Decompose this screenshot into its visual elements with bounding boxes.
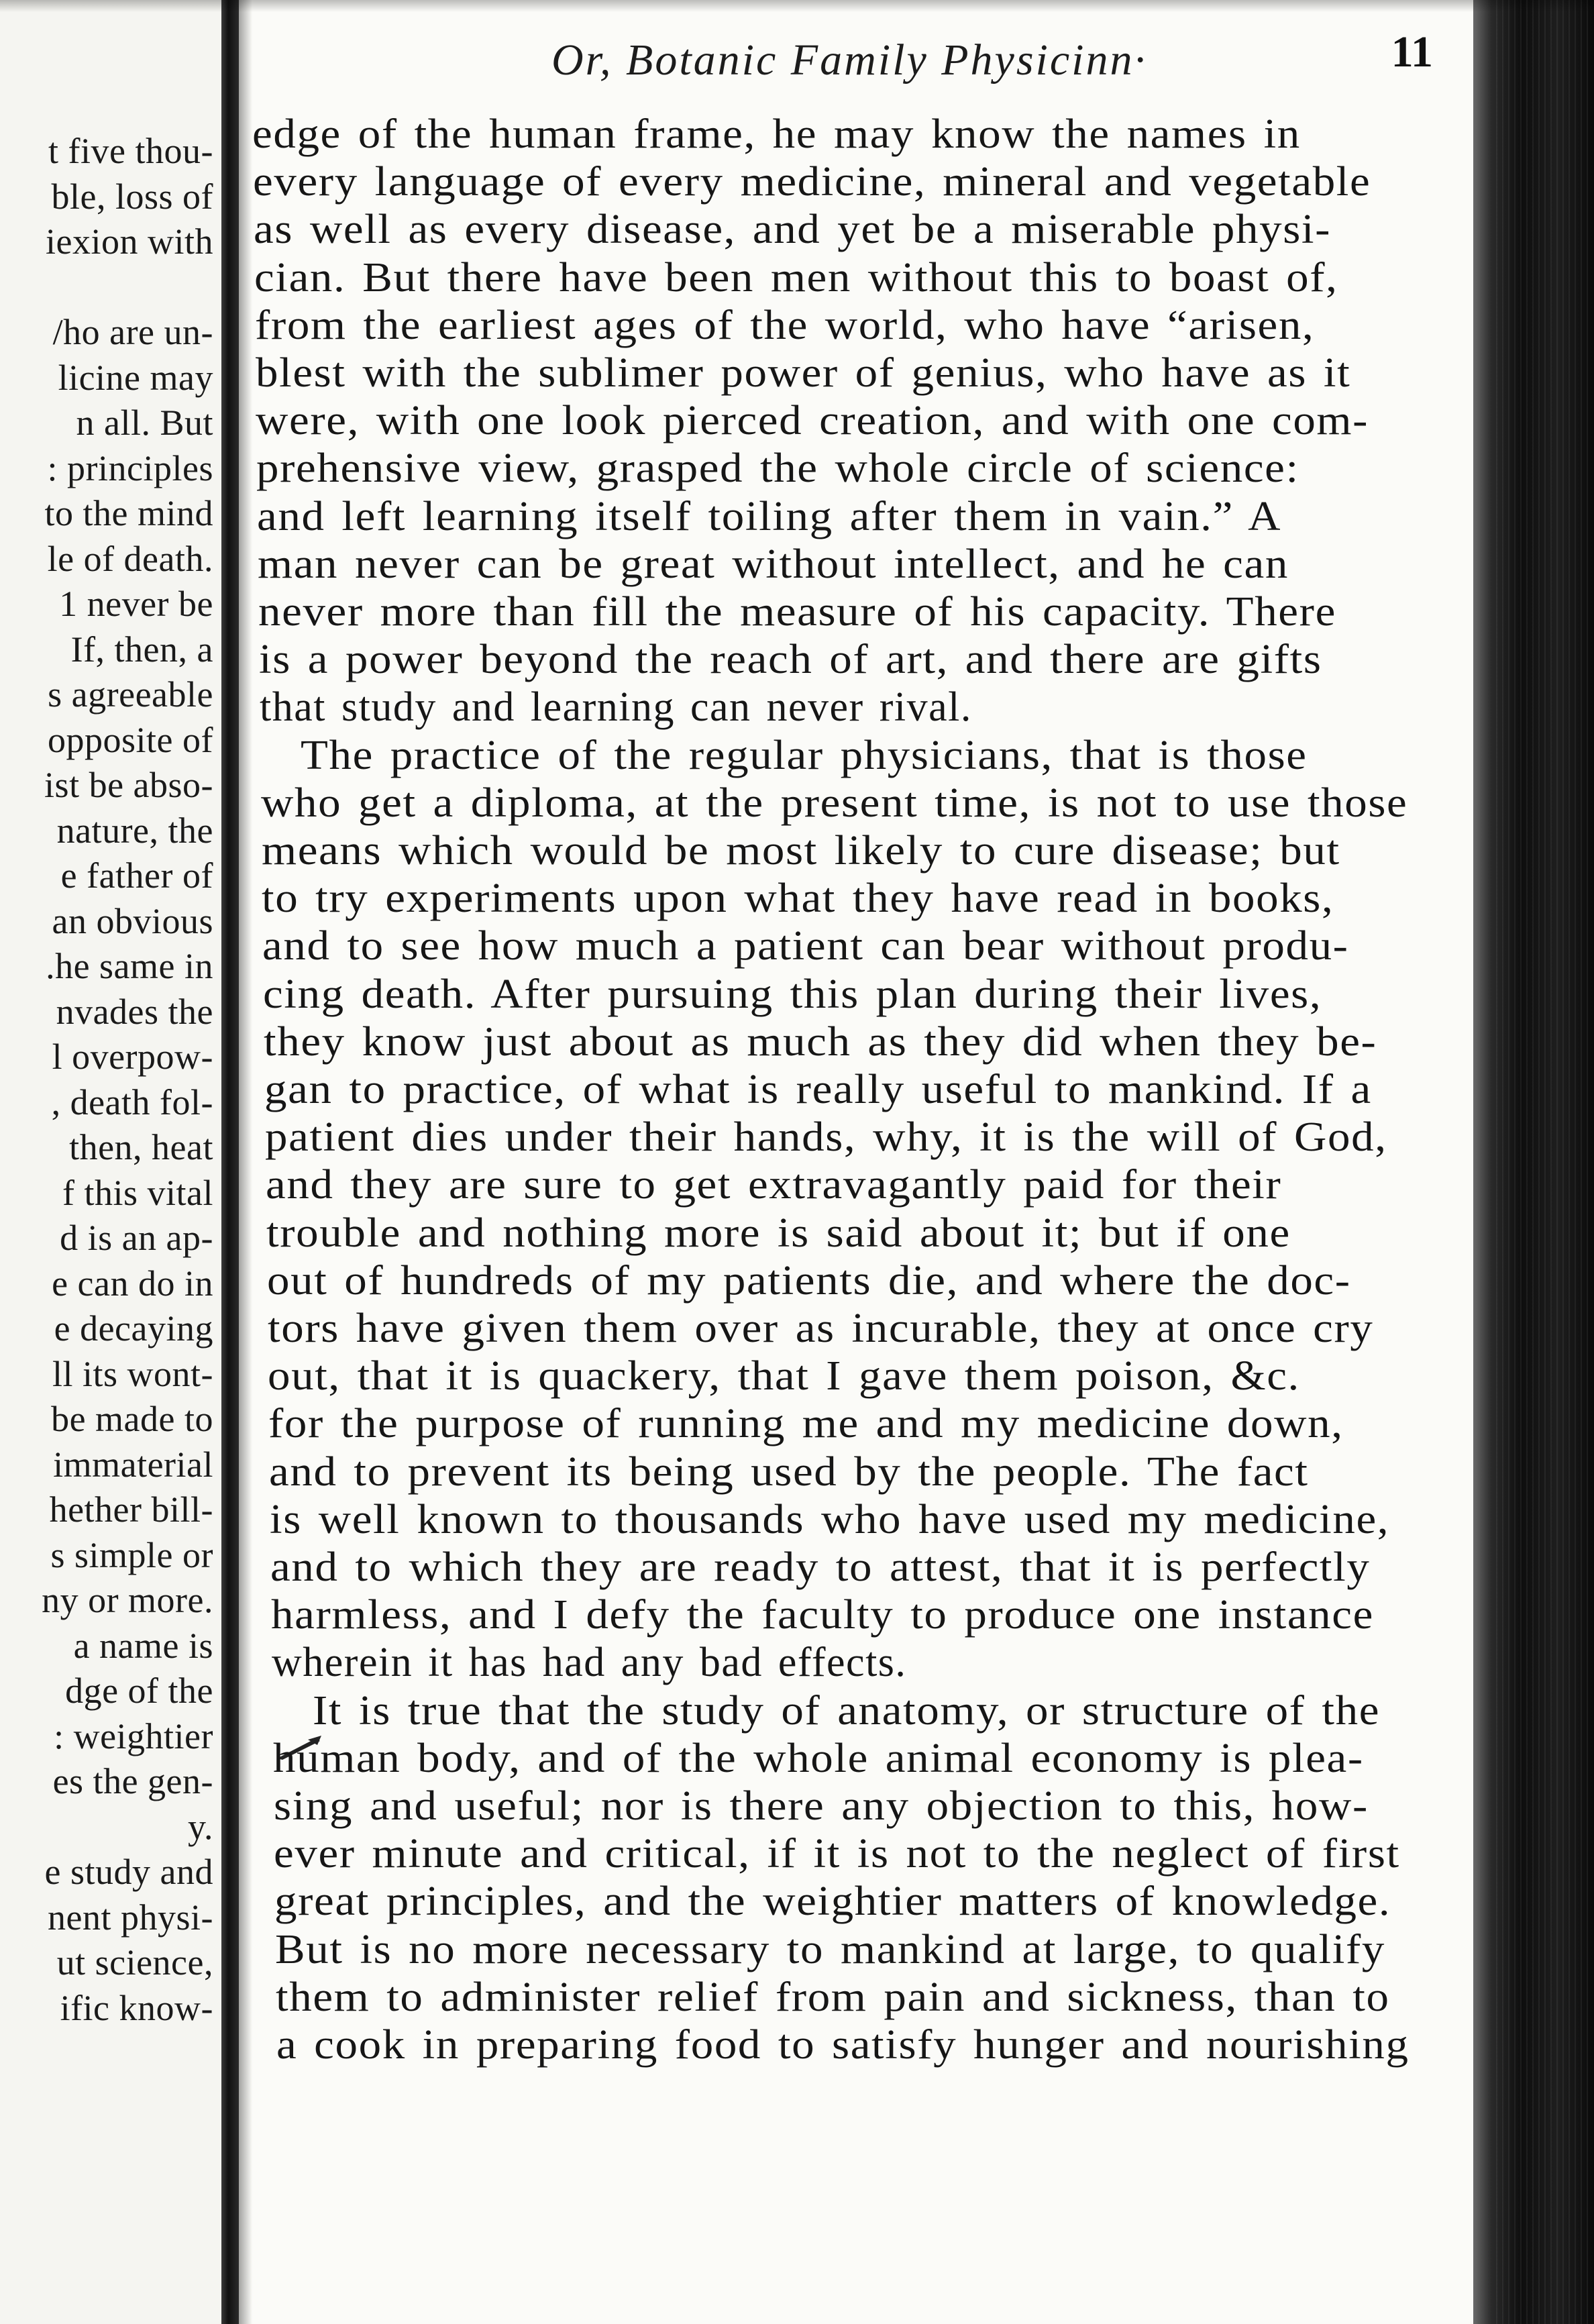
left-page-line: immaterial — [53, 1444, 213, 1485]
left-page-line: ific know- — [60, 1987, 213, 2028]
body-line: who get a diploma, at the present time, is not to use those — [261, 780, 1408, 826]
body-line: is well known to thousands who have used my medicine, — [270, 1496, 1390, 1542]
body-line: trouble and nothing more is said about it; but if one — [266, 1210, 1291, 1256]
left-page-line: an obvious — [52, 900, 213, 941]
body-line: were, with one look pierced creation, and with one com- — [256, 398, 1369, 444]
left-page-line: e father of — [60, 855, 213, 896]
right-page — [252, 0, 1473, 2324]
body-line: that study and learning can never rival. — [260, 684, 972, 731]
left-page-line: l overpow- — [52, 1037, 213, 1077]
body-line: edge of the human frame, he may know the names in — [252, 111, 1301, 157]
body-line: for the purpose of running me and my medicine down, — [268, 1401, 1344, 1447]
left-page-line: le of death. — [47, 538, 213, 579]
body-line: gan to practice, of what is really useful to mankind. If a — [264, 1067, 1372, 1112]
gutter-shadow — [239, 0, 252, 2324]
left-page-line: ut science, — [56, 1942, 213, 1983]
body-line: as well as every disease, and yet be a miserable physi- — [254, 207, 1332, 253]
left-page-line: es the gen- — [52, 1761, 213, 1801]
left-page-line: ny or more. — [42, 1580, 213, 1620]
body-line: It is true that the study of anatomy, or structure of the — [313, 1687, 1381, 1734]
left-page-line: then, heat — [69, 1127, 213, 1167]
left-page-line: : principles — [47, 447, 213, 488]
body-line: is a power beyond the reach of art, and there are gifts — [259, 637, 1322, 683]
body-line: and to prevent its being used by the people. The fact — [269, 1448, 1309, 1495]
body-line: great principles, and the weightier matters of knowledge. — [274, 1879, 1391, 1925]
left-page-line: e study and — [44, 1852, 213, 1892]
body-line: cing death. After pursuing this plan during their lives, — [263, 971, 1322, 1017]
body-line: wherein it has had any bad effects. — [272, 1640, 907, 1686]
body-line: But is no more necessary to mankind at large, to qualify — [275, 1926, 1385, 1972]
body-line: The practice of the regular physicians, that is those — [301, 732, 1308, 778]
left-page-line: ble, loss of — [51, 176, 213, 217]
left-page-line: .he same in — [46, 946, 213, 986]
body-line: sing and useful; nor is there any objection to this, how- — [274, 1783, 1369, 1829]
running-head: Or, Botanic Family Physicinn· — [551, 36, 1148, 85]
left-page-line: /ho are un- — [52, 312, 213, 352]
body-line: to try experiments upon what they have read in books, — [262, 876, 1334, 922]
page-block-texture — [1496, 0, 1590, 2324]
left-page-line: e can do in — [52, 1263, 213, 1304]
left-page-line: s simple or — [50, 1534, 213, 1575]
body-line: from the earliest ages of the world, who have “arisen, — [255, 302, 1315, 348]
left-page-line: t five thou- — [48, 131, 213, 171]
body-line: never more than fill the measure of his capacity. There — [258, 589, 1336, 635]
left-page-line: ist be abso- — [44, 765, 213, 805]
left-page-line: licine may — [58, 357, 213, 398]
body-line: out of hundreds of my patients die, and where the doc- — [267, 1257, 1351, 1304]
body-line: blest with the sublimer power of genius, who have as it — [256, 350, 1351, 396]
body-line: cian. But there have been men without this to boast of, — [254, 254, 1338, 301]
left-page-line: e decaying — [54, 1308, 213, 1349]
body-line: ever minute and critical, if it is not to the neglect of first — [274, 1831, 1400, 1877]
left-page-line: : weightier — [54, 1715, 213, 1756]
body-line: prehensive view, grasped the whole circle of science: — [256, 445, 1299, 492]
left-page-fragment — [0, 0, 221, 2324]
body-line: a cook in preparing food to satisfy hunger and nourishing — [276, 2022, 1410, 2068]
body-line: man never can be great without intellect, and he can — [258, 541, 1289, 587]
left-page-line: to the mind — [44, 493, 213, 533]
book-gutter — [221, 0, 239, 2324]
left-page-line: ll its wont- — [52, 1353, 213, 1394]
left-page-line: f this vital — [62, 1172, 213, 1213]
left-page-line: nature, the — [56, 810, 213, 851]
left-page-line: , death fol- — [51, 1081, 213, 1122]
left-page-line: 1 never be — [59, 584, 213, 624]
top-shadow — [0, 0, 1594, 12]
left-page-line: y. — [188, 1806, 213, 1847]
body-line: they know just about as much as they did when they be- — [264, 1018, 1377, 1065]
body-line: every language of every medicine, mineral and vegetable — [253, 159, 1371, 205]
left-page-line: hether bill- — [49, 1489, 213, 1530]
body-line: out, that it is quackery, that I gave them poison, &c. — [268, 1353, 1300, 1399]
body-line: and to see how much a patient can bear without produ- — [262, 923, 1349, 969]
left-page-line: opposite of — [48, 719, 213, 760]
body-line: and to which they are ready to attest, that it is perfectly — [270, 1544, 1371, 1590]
left-page-line: nent physi- — [48, 1897, 213, 1938]
body-line: harmless, and I defy the faculty to produce one instance — [271, 1592, 1374, 1638]
left-page-line: iexion with — [46, 221, 213, 262]
body-line: patient dies under their hands, why, it is the will of God, — [265, 1114, 1387, 1161]
left-page-line: a name is — [73, 1625, 213, 1666]
body-line: human body, and of the whole animal economy is plea- — [273, 1735, 1364, 1781]
left-page-line: be made to — [51, 1399, 213, 1439]
left-page-line: nvades the — [56, 991, 213, 1032]
body-line: means which would be most likely to cure disease; but — [262, 828, 1340, 874]
body-line: them to administer relief from pain and sickness, than to — [276, 1974, 1390, 2020]
left-page-line: n all. But — [76, 403, 213, 443]
left-page-line: If, then, a — [70, 629, 213, 670]
body-line: and they are sure to get extravagantly paid for their — [266, 1162, 1282, 1208]
left-page-line: dge of the — [65, 1671, 213, 1711]
body-line: and left learning itself toiling after them in vain.” A — [257, 493, 1282, 539]
body-line: tors have given them over as incurable, they at once cry — [268, 1306, 1374, 1351]
left-page-line: d is an ap- — [60, 1218, 213, 1258]
left-page-line: s agreeable — [48, 674, 213, 715]
page-number: 11 — [1391, 28, 1433, 76]
